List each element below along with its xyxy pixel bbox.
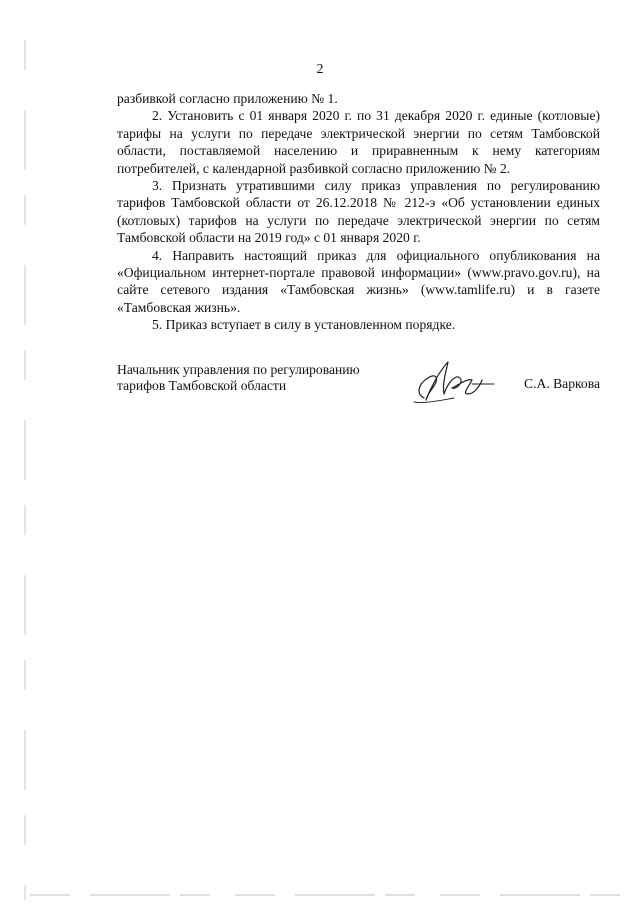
signature-block xyxy=(117,362,600,412)
signer-position-line-2: тарифов Тамбовской области xyxy=(117,378,287,393)
paragraph-item-5: 5. Приказ вступает в силу в установленном порядке. xyxy=(152,317,456,333)
scan-bottom-line xyxy=(30,893,630,897)
page-number: 2 xyxy=(316,62,324,77)
paragraph-item-2: 2. Установить с 01 января 2020 г. по 31 декабря 2020 г. единые (котловые) тарифы на услуги по передаче электрической энергии по сетям Тамбовской области, поставляемой населению и приравненным к нему категориям потребителей, с календарной разбивкой согласно приложению № 2. xyxy=(117,108,600,176)
scan-margin-line xyxy=(24,40,26,900)
document-body xyxy=(117,90,600,334)
handwritten-signature-icon xyxy=(402,354,502,408)
signer-position xyxy=(117,362,407,394)
signer-position-line-1: Начальник управления по регулированию xyxy=(117,362,360,377)
signer-name: С.А. Варкова xyxy=(524,376,600,391)
paragraph-continuation: разбивкой согласно приложению № 1. xyxy=(117,91,338,106)
paragraph-item-3: 3. Признать утратившими силу приказ управления по регулированию тарифов Тамбовской области от 26.12.2018 № 212-э «Об установлении единых (котловых) тарифов на услуги по передаче электрической энергии по сетям Тамбовской области на 2019 год» с 01 января 2020 г. xyxy=(117,178,600,246)
paragraph-item-4: 4. Направить настоящий приказ для официального опубликования на «Официальном интернет-портале правовой информации» (www.pravo.gov.ru), на сайте сетевого издания «Тамбовская жизнь» (www.tamlife.ru) и в газете «Тамбовская жизнь». xyxy=(117,247,600,315)
